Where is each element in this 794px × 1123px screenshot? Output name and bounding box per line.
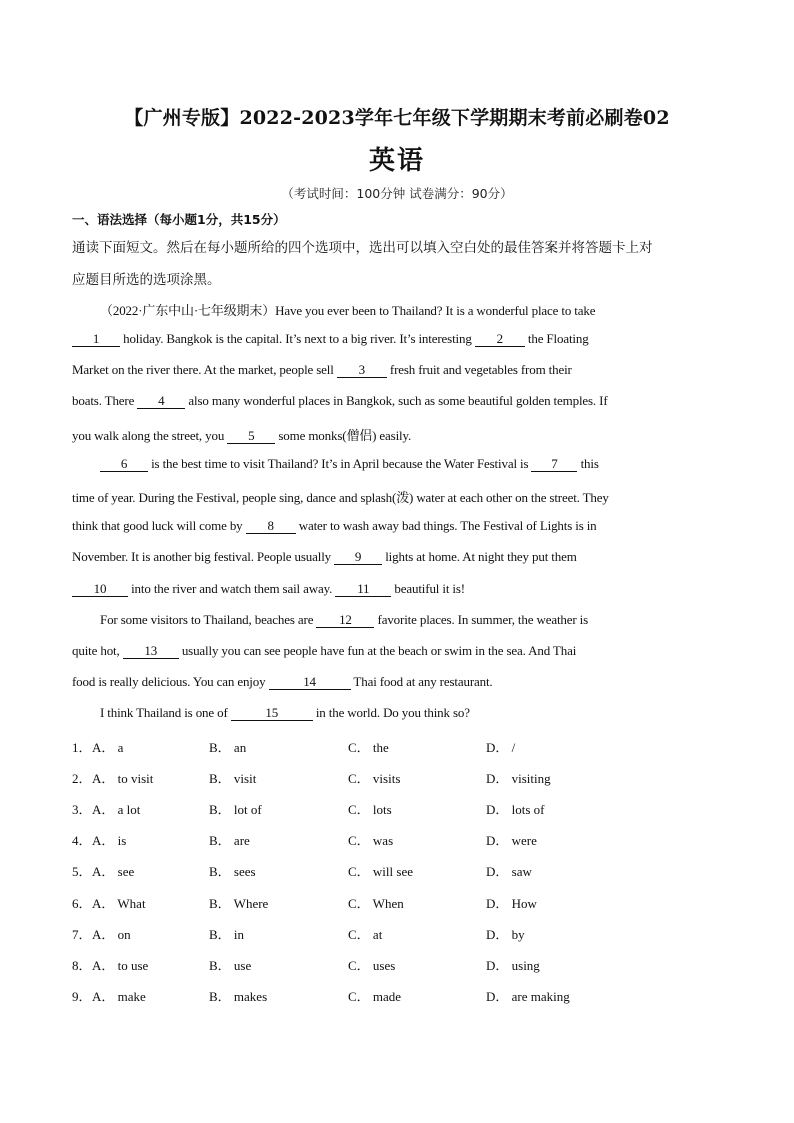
blank-3: 3 <box>337 363 387 378</box>
passage-text: into the river and watch them sail away. <box>128 581 336 596</box>
option-a[interactable]: A． see <box>92 864 135 879</box>
blank-10: 10 <box>72 582 128 597</box>
question-row <box>72 830 692 848</box>
option-c[interactable]: C． at <box>348 927 383 942</box>
option-b[interactable]: B． sees <box>209 864 256 879</box>
option-b[interactable]: B． are <box>209 833 250 848</box>
passage-text: the Floating <box>524 331 589 346</box>
passage-text: Market on the river there. At the market, people sell <box>72 362 337 377</box>
option-d[interactable]: D． How <box>486 896 537 911</box>
passage-text: time of year. During the Festival, people sing, dance and splash(泼) water at each other on the street. They <box>72 490 609 505</box>
option-d[interactable]: D． saw <box>486 864 532 879</box>
question-row <box>72 861 692 879</box>
option-c[interactable]: C． was <box>348 833 394 848</box>
passage-text: fresh fruit and vegetables from their <box>386 362 572 377</box>
option-a[interactable]: A． What <box>92 896 146 911</box>
passage-text: in the world. Do you think so? <box>312 705 470 720</box>
option-c[interactable]: C． made <box>348 989 402 1004</box>
option-b[interactable]: B． use <box>209 958 252 973</box>
option-d[interactable]: D． by <box>486 927 525 942</box>
option-c[interactable]: C． When <box>348 896 404 911</box>
passage-line <box>100 612 720 628</box>
passage-text: also many wonderful places in Bangkok, such as some beautiful golden temples. If <box>185 393 608 408</box>
question-row <box>72 893 692 911</box>
page-title: 【广州专版】2022-2023学年七年级下学期期末考前必刷卷02 <box>124 107 670 129</box>
option-c[interactable]: C． visits <box>348 771 401 786</box>
option-a[interactable]: A． on <box>92 927 131 942</box>
blank-8: 8 <box>246 519 296 534</box>
blank-4: 4 <box>137 394 185 409</box>
passage-line <box>72 362 692 378</box>
option-b[interactable]: B． lot of <box>209 802 262 817</box>
blank-15: 15 <box>231 706 313 721</box>
question-number: 3． <box>72 802 92 817</box>
passage-line <box>72 393 692 409</box>
option-d[interactable]: D． visiting <box>486 771 551 786</box>
option-d[interactable]: D． are making <box>486 989 570 1004</box>
passage-text: （2022·广东中山·七年级期末）Have you ever been to Thailand? It is a wonderful place to take <box>100 303 596 318</box>
passage-text: quite hot, <box>72 643 123 658</box>
question-row <box>72 799 692 817</box>
passage-text: this <box>577 456 599 471</box>
option-c[interactable]: C． the <box>348 740 389 755</box>
subject-title: 英语 <box>368 146 425 176</box>
exam-info: （考试时间：100分钟 试卷满分：90分） <box>281 186 513 201</box>
passage-line <box>72 425 692 444</box>
option-b[interactable]: B． in <box>209 927 245 942</box>
passage-text: favorite places. In summer, the weather is <box>374 612 589 627</box>
passage-line <box>72 549 692 565</box>
passage-text: water to wash away bad things. The Festival of Lights is in <box>295 518 597 533</box>
passage-text: usually you can see people have fun at the beach or swim in the sea. And Thai <box>178 643 577 658</box>
option-c[interactable]: C． will see <box>348 864 413 879</box>
question-row <box>72 924 692 942</box>
passage-line <box>72 581 692 597</box>
passage-line <box>100 456 720 472</box>
option-a[interactable]: A． to visit <box>92 771 154 786</box>
option-c[interactable]: C． uses <box>348 958 396 973</box>
blank-12: 12 <box>316 613 374 628</box>
option-a[interactable]: A． a lot <box>92 802 141 817</box>
blank-11: 11 <box>335 582 391 597</box>
passage-text: For some visitors to Thailand, beaches are <box>100 612 317 627</box>
option-d[interactable]: D． lots of <box>486 802 545 817</box>
passage-text: is the best time to visit Thailand? It’s in April because the Water Festival is <box>148 456 532 471</box>
option-d[interactable]: D． / <box>486 740 516 755</box>
passage-line <box>72 518 692 534</box>
passage-line <box>72 643 692 659</box>
passage-line <box>72 487 692 506</box>
passage-text: think that good luck will come by <box>72 518 246 533</box>
option-b[interactable]: B． an <box>209 740 247 755</box>
question-number: 4． <box>72 833 92 848</box>
passage-text: some monks(僧侣) easily. <box>275 428 412 443</box>
blank-13: 13 <box>123 644 179 659</box>
question-row <box>72 768 692 786</box>
instruction-line-1: 通读下面短文。然后在每小题所给的四个选项中，选出可以填入空白处的最佳答案并将答题卡上对 <box>72 240 653 256</box>
question-row <box>72 955 692 973</box>
passage-line <box>72 331 692 347</box>
question-number: 7． <box>72 927 92 942</box>
question-number: 5． <box>72 864 92 879</box>
question-row <box>72 986 692 1004</box>
blank-7: 7 <box>531 457 577 472</box>
option-d[interactable]: D． using <box>486 958 540 973</box>
blank-9: 9 <box>334 550 382 565</box>
option-a[interactable]: A． make <box>92 989 146 1004</box>
passage-text: I think Thailand is one of <box>100 705 231 720</box>
blank-5: 5 <box>227 429 275 444</box>
passage-text: boats. There <box>72 393 138 408</box>
passage-line <box>100 705 720 721</box>
option-b[interactable]: B． visit <box>209 771 257 786</box>
option-a[interactable]: A． is <box>92 833 127 848</box>
passage-text: November. It is another big festival. People usually <box>72 549 335 564</box>
passage-text: food is really delicious. You can enjoy <box>72 674 269 689</box>
question-number: 2． <box>72 771 92 786</box>
option-c[interactable]: C． lots <box>348 802 392 817</box>
passage-text: holiday. Bangkok is the capital. It’s next to a big river. It’s interesting <box>120 331 475 346</box>
passage-text: lights at home. At night they put them <box>382 549 577 564</box>
question-number: 1． <box>72 740 92 755</box>
blank-2: 2 <box>475 332 525 347</box>
option-b[interactable]: B． makes <box>209 989 268 1004</box>
blank-14: 14 <box>269 675 351 690</box>
passage-text: beautiful it is! <box>391 581 465 596</box>
passage-line <box>100 300 720 319</box>
option-a[interactable]: A． a <box>92 740 124 755</box>
question-row <box>72 737 692 755</box>
blank-1: 1 <box>72 332 120 347</box>
option-b[interactable]: B． Where <box>209 896 269 911</box>
blank-6: 6 <box>100 457 148 472</box>
question-number: 8． <box>72 958 92 973</box>
passage-line <box>72 674 692 690</box>
instruction-line-2: 应题目所选的选项涂黑。 <box>72 272 221 288</box>
passage-text: Thai food at any restaurant. <box>350 674 493 689</box>
passage-text: you walk along the street, you <box>72 428 228 443</box>
option-a[interactable]: A． to use <box>92 958 149 973</box>
question-number: 9． <box>72 989 92 1004</box>
question-number: 6． <box>72 896 92 911</box>
section-heading: 一、语法选择（每小题1分，共15分） <box>72 212 286 227</box>
option-d[interactable]: D． were <box>486 833 537 848</box>
